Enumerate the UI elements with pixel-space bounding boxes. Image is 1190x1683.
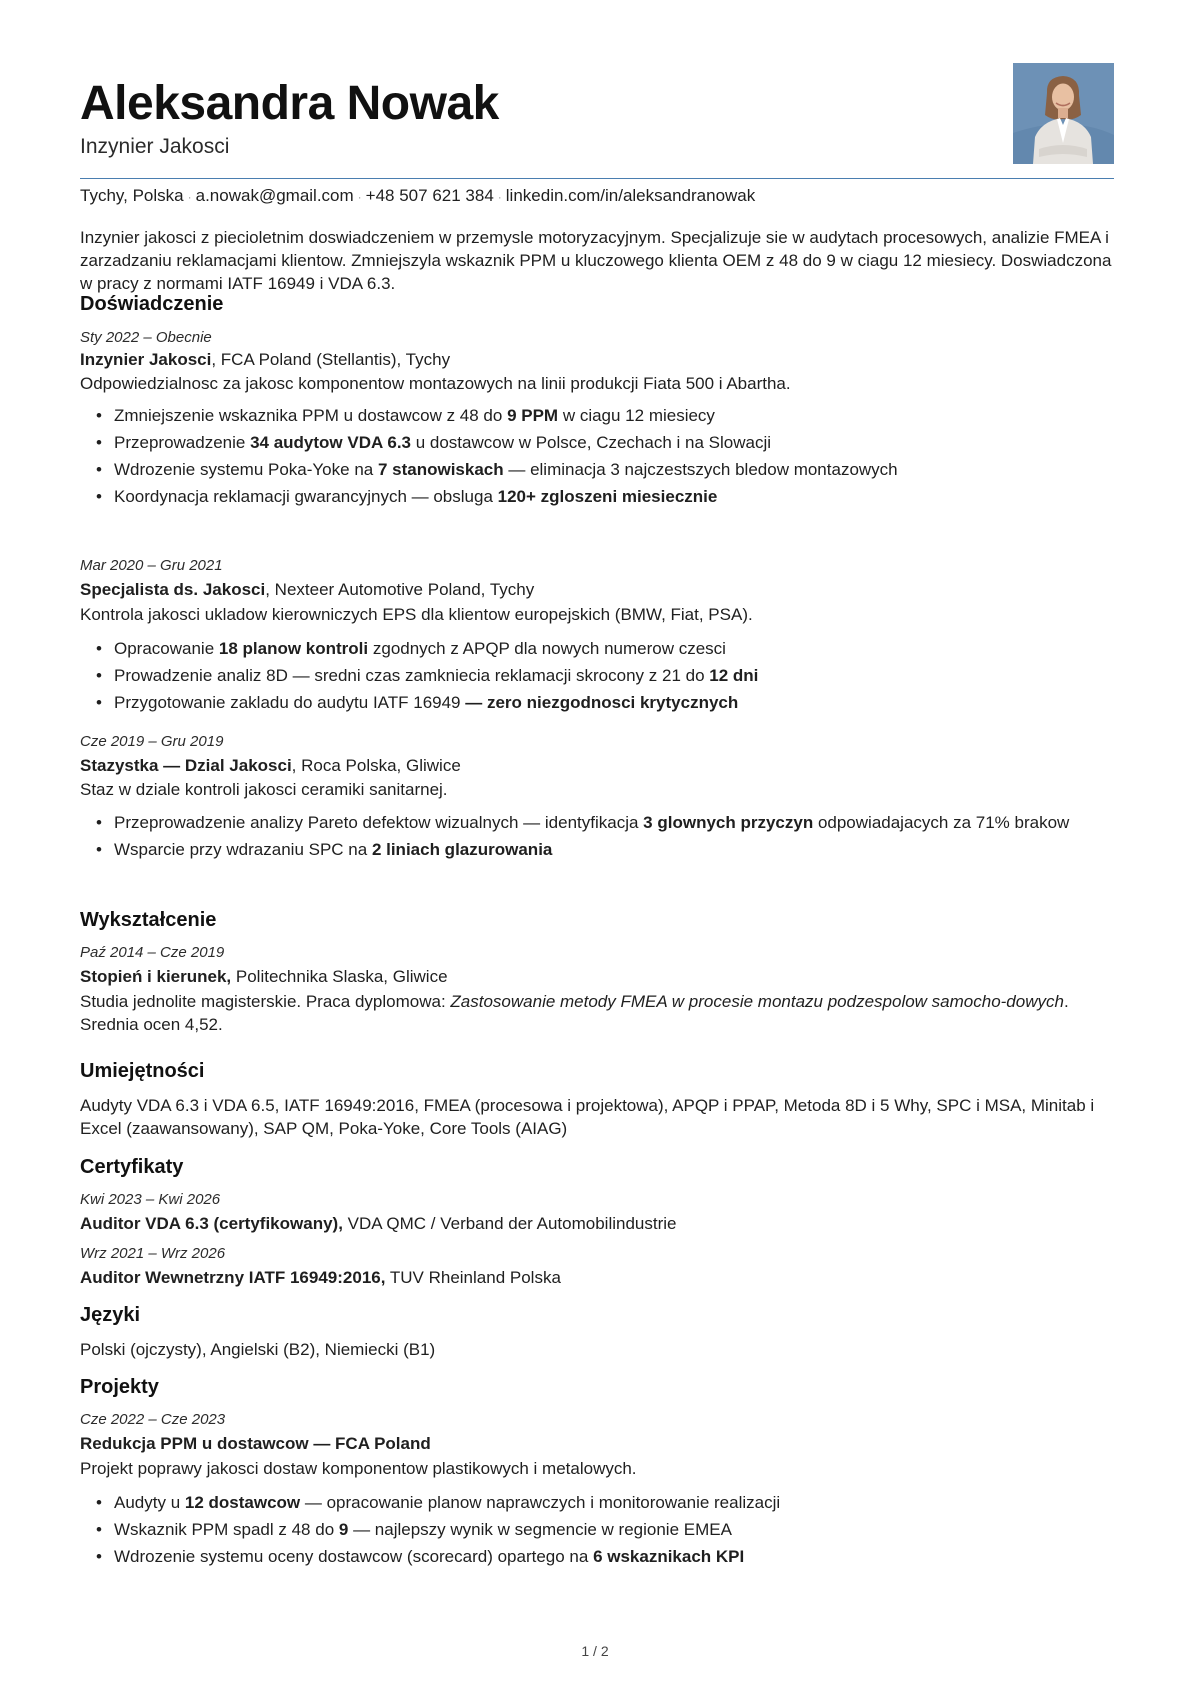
education-degree-line (80, 965, 1114, 988)
contact-phone: +48 507 621 384 (365, 186, 494, 205)
education-description: Studia jednolite magisterskie. Praca dyplomowa: Zastosowanie metody FMEA w procesie montazu podzespolow samocho-dowych. Srednia ocen 4,52. (80, 992, 1069, 1034)
job-description: Kontrola jakosci ukladow kierowniczych EPS dla klientow europejskich (BMW, Fiat, PSA). (80, 605, 753, 624)
project-achievements (80, 1491, 1114, 1572)
section-heading-education: Wykształcenie (80, 909, 217, 931)
candidate-name: Aleksandra Nowak (80, 77, 499, 130)
contact-email[interactable]: a.nowak@gmail.com (195, 186, 354, 205)
section-heading-certificates: Certyfikaty (80, 1156, 184, 1178)
job-company: , Nexteer Automotive Poland, Tychy (265, 580, 535, 599)
certificate-date: Wrz 2021 – Wrz 2026 (80, 1245, 226, 1262)
certificate-date: Kwi 2023 – Kwi 2026 (80, 1191, 221, 1208)
job-description: Staz w dziale kontroli jakosci ceramiki sanitarnej. (80, 780, 448, 799)
education-thesis: Zastosowanie metody FMEA w procesie montazu podzespolow samocho-dowych (450, 992, 1064, 1011)
job-achievements (80, 404, 1114, 512)
page-number: 1 / 2 (581, 1643, 609, 1659)
contact-separator: · (357, 190, 362, 204)
list-item: • Zmniejszenie wskaznika PPM u dostawcow z 48 do 9 PPM w ciagu 12 miesiecy (80, 404, 1114, 427)
job-date: Sty 2022 – Obecnie (80, 329, 212, 346)
education-date: Paź 2014 – Cze 2019 (80, 944, 225, 961)
job-title: Inzynier Jakosci (80, 135, 230, 158)
certificate-issuer: TUV Rheinland Polska (385, 1268, 561, 1287)
job-role: Stazystka — Dzial Jakosci (80, 756, 292, 775)
contact-location: Tychy, Polska (80, 186, 184, 205)
job-achievements (80, 637, 1114, 718)
list-item: • Przeprowadzenie 34 audytow VDA 6.3 u dostawcow w Polsce, Czechach i na Slowacji (80, 431, 1114, 454)
job-title-line (80, 348, 1114, 371)
list-item: • Wdrozenie systemu oceny dostawcow (scorecard) opartego na 6 wskaznikach KPI (80, 1545, 1114, 1568)
job-achievements (80, 811, 1114, 865)
project-date: Cze 2022 – Cze 2023 (80, 1411, 226, 1428)
languages-list: Polski (ojczysty), Angielski (B2), Niemiecki (B1) (80, 1340, 436, 1359)
list-item: • Koordynacja reklamacji gwarancyjnych — obsluga 120+ zgloszeni miesiecznie (80, 485, 1114, 508)
certificate-line (80, 1212, 1114, 1235)
job-company: , FCA Poland (Stellantis), Tychy (211, 350, 451, 369)
job-date: Mar 2020 – Gru 2021 (80, 557, 223, 574)
certificate-name: Auditor VDA 6.3 (certyfikowany), (80, 1214, 343, 1233)
job-company: , Roca Polska, Gliwice (291, 756, 461, 775)
list-item: • Opracowanie 18 planow kontroli zgodnych z APQP dla nowych numerow czesci (80, 637, 1114, 660)
job-date: Cze 2019 – Gru 2019 (80, 733, 224, 750)
contact-linkedin[interactable]: linkedin.com/in/aleksandranowak (505, 186, 756, 205)
certificate-name: Auditor Wewnetrzny IATF 16949:2016, (80, 1268, 386, 1287)
skills-list: Audyty VDA 6.3 i VDA 6.5, IATF 16949:2016, FMEA (procesowa i projektowa), APQP i PPAP, Metoda 8D i 5 Why, SPC i MSA, Minitab i Excel (zaawansowany), SAP QM, Poka-Yoke, Core Tools (AIAG) (80, 1096, 1095, 1138)
contact-separator: · (187, 190, 192, 204)
section-heading-experience: Doświadczenie (80, 293, 224, 315)
contact-separator: · (497, 190, 502, 204)
list-item: • Wdrozenie systemu Poka-Yoke na 7 stanowiskach — eliminacja 3 najczestszych bledow montazowych (80, 458, 1114, 481)
list-item: • Przygotowanie zakladu do audytu IATF 16949 — zero niezgodnosci krytycznych (80, 691, 1114, 714)
list-item: • Prowadzenie analiz 8D — sredni czas zamkniecia reklamacji skrocony z 21 do 12 dni (80, 664, 1114, 687)
certificate-issuer: VDA QMC / Verband der Automobilindustrie (342, 1214, 677, 1233)
job-role: Inzynier Jakosci (80, 350, 212, 369)
job-title-line (80, 754, 1114, 777)
list-item: • Wsparcie przy wdrazaniu SPC na 2 liniach glazurowania (80, 838, 1114, 861)
header-divider (80, 178, 1114, 179)
list-item: • Audyty u 12 dostawcow — opracowanie planow naprawczych i monitorowanie realizacji (80, 1491, 1114, 1514)
list-item: • Przeprowadzenie analizy Pareto defektow wizualnych — identyfikacja 3 glownych przyczyn odpowiadajacych za 71% brakow (80, 811, 1114, 834)
job-description: Odpowiedzialnosc za jakosc komponentow montazowych na linii produkcji Fiata 500 i Abartha. (80, 374, 791, 393)
job-role: Specjalista ds. Jakosci (80, 580, 266, 599)
certificate-line (80, 1266, 1114, 1289)
profile-summary: Inzynier jakosci z piecioletnim doswiadczeniem w przemysle motoryzacyjnym. Specjalizuje sie w audytach procesowych, analizie FMEA i zarzadzaniu reklamacjami klientow. Zmniejszyla wskaznik PPM u kluczowego klienta OEM z 48 do 9 w ciagu 12 miesiecy. Doswiadczona w pracy z normami IATF 16949 i VDA 6.3. (80, 228, 1112, 293)
list-item: • Wskaznik PPM spadl z 48 do 9 — najlepszy wynik w segmencie w regionie EMEA (80, 1518, 1114, 1541)
project-title-line (80, 1432, 1114, 1455)
education-school: Politechnika Slaska, Gliwice (231, 967, 448, 986)
profile-photo (1013, 63, 1114, 164)
section-heading-skills: Umiejętności (80, 1060, 205, 1082)
project-description: Projekt poprawy jakosci dostaw komponentow plastikowych i metalowych. (80, 1459, 637, 1478)
person-portrait-icon (1013, 63, 1114, 164)
education-degree: Stopień i kierunek, (80, 967, 232, 986)
section-heading-projects: Projekty (80, 1376, 159, 1398)
contact-line (80, 184, 755, 209)
project-title: Redukcja PPM u dostawcow — FCA Poland (80, 1434, 431, 1453)
section-heading-languages: Języki (80, 1304, 141, 1326)
job-title-line (80, 578, 1114, 601)
